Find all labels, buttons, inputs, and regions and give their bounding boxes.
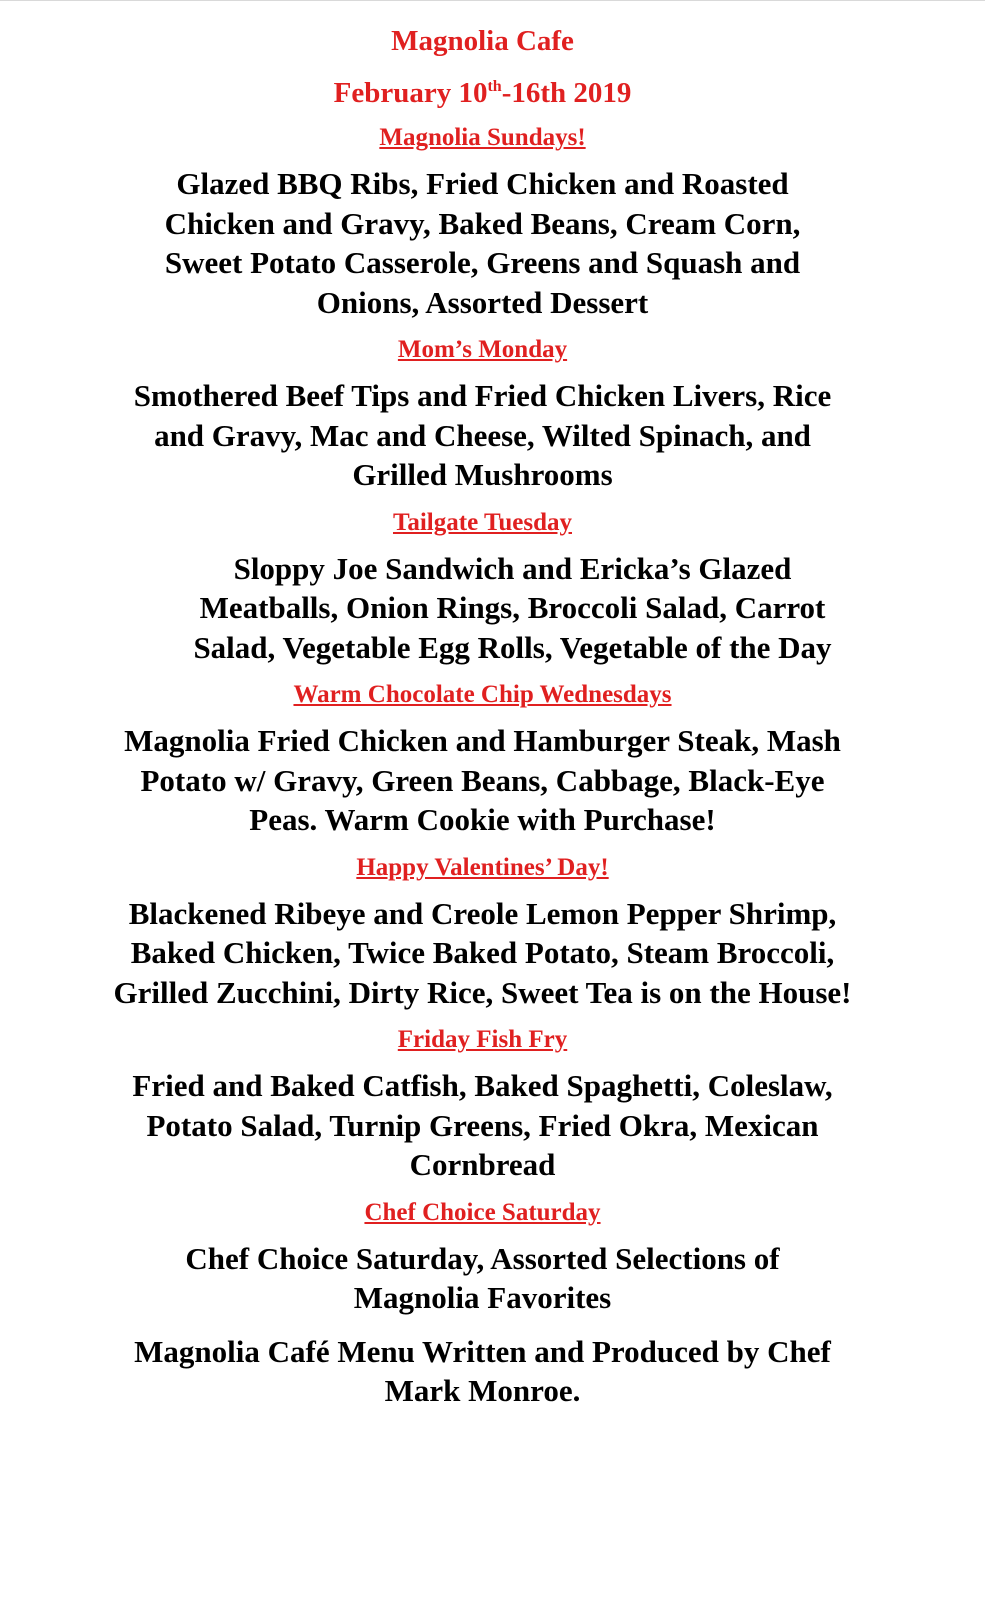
section-items-wednesday: Magnolia Fried Chicken and Hamburger Steak, Mash Potato w/ Gravy, Green Beans, Cabbage, Black-Eye Peas. Warm Cookie with Purchase! [124,723,841,837]
section-title-thursday: Happy Valentines’ Day! [356,853,609,881]
menu-credit: Magnolia Café Menu Written and Produced by Chef Mark Monroe. [134,1333,831,1408]
dates-start: February 10 [333,77,488,109]
section-items-thursday: Blackened Ribeye and Creole Lemon Pepper Shrimp, Baked Chicken, Twice Baked Potato, Steam Broccoli, Grilled Zucchini, Dirty Rice, Sweet Tea is on the House! [113,895,852,1010]
section-title-friday: Friday Fish Fry [397,1026,568,1053]
section-title-tuesday: Tailgate Tuesday [392,508,572,536]
section-items-sunday: Glazed BBQ Ribs, Fried Chicken and Roasted Chicken and Gravy, Baked Beans, Cream Corn, Sweet Potato Casserole, Greens and Squash and Onions, Assorted Dessert [164,166,801,320]
section-title-monday: Mom’s Monday [397,336,568,363]
dates-superscript: th [487,78,502,95]
menu-document [0,22,965,1411]
section-title-saturday: Chef Choice Saturday [364,1198,601,1226]
dates-end: -16th 2019 [501,77,632,109]
section-items-monday: Smothered Beef Tips and Fried Chicken Livers, Rice and Gravy, Mac and Cheese, Wilted Spinach, and Grilled Mushrooms [133,378,832,492]
top-divider [0,0,985,1]
week-dates [0,74,965,112]
section-items-saturday: Chef Choice Saturday, Assorted Selections of Magnolia Favorites [185,1240,780,1315]
section-items-friday: Fried and Baked Catfish, Baked Spaghetti, Coleslaw, Potato Salad, Turnip Greens, Fried Okra, Mexican Cornbread [132,1068,833,1182]
section-title-sunday: Magnolia Sundays! [379,124,586,151]
section-title-wednesday: Warm Chocolate Chip Wednesdays [293,681,672,708]
cafe-title: Magnolia Cafe [391,25,574,57]
section-items-tuesday: Sloppy Joe Sandwich and Ericka’s Glazed Meatballs, Onion Rings, Broccoli Salad, Carrot Salad, Vegetable Egg Rolls, Vegetable of the Day [193,550,832,665]
